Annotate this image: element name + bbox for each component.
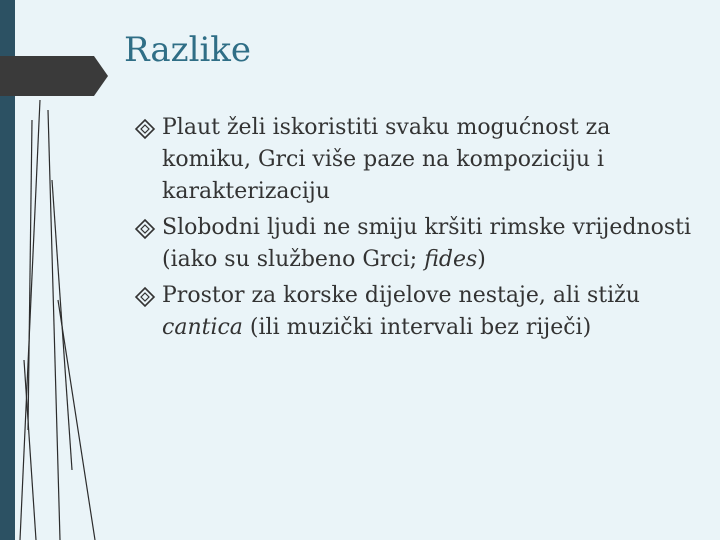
bullet-text: (ili muzički intervali bez riječi): [242, 315, 592, 340]
slide-title: Razlike: [124, 30, 252, 70]
bullet-text: Plaut želi iskoristiti svaku mogućnost za komiku, Grci više paze na kompoziciju i karakterizaciju: [162, 115, 611, 204]
bullet-item: [134, 280, 694, 344]
bullet-text: ): [477, 247, 486, 272]
title-tab-shape: [0, 56, 108, 96]
bullet-item: [134, 112, 694, 208]
diamond-outline-icon: [134, 286, 156, 308]
bullet-list: [134, 112, 694, 348]
bullet-text: Slobodni ljudi ne smiju kršiti rimske vrijednosti (iako su službeno Grci;: [162, 215, 692, 272]
bullet-item: [134, 212, 694, 276]
bullet-text-italic: fides: [424, 247, 478, 272]
bullet-text: Prostor za korske dijelove nestaje, ali stižu: [162, 283, 640, 308]
diamond-outline-icon: [134, 118, 156, 140]
bullet-text-italic: cantica: [162, 315, 243, 340]
diamond-outline-icon: [134, 218, 156, 240]
